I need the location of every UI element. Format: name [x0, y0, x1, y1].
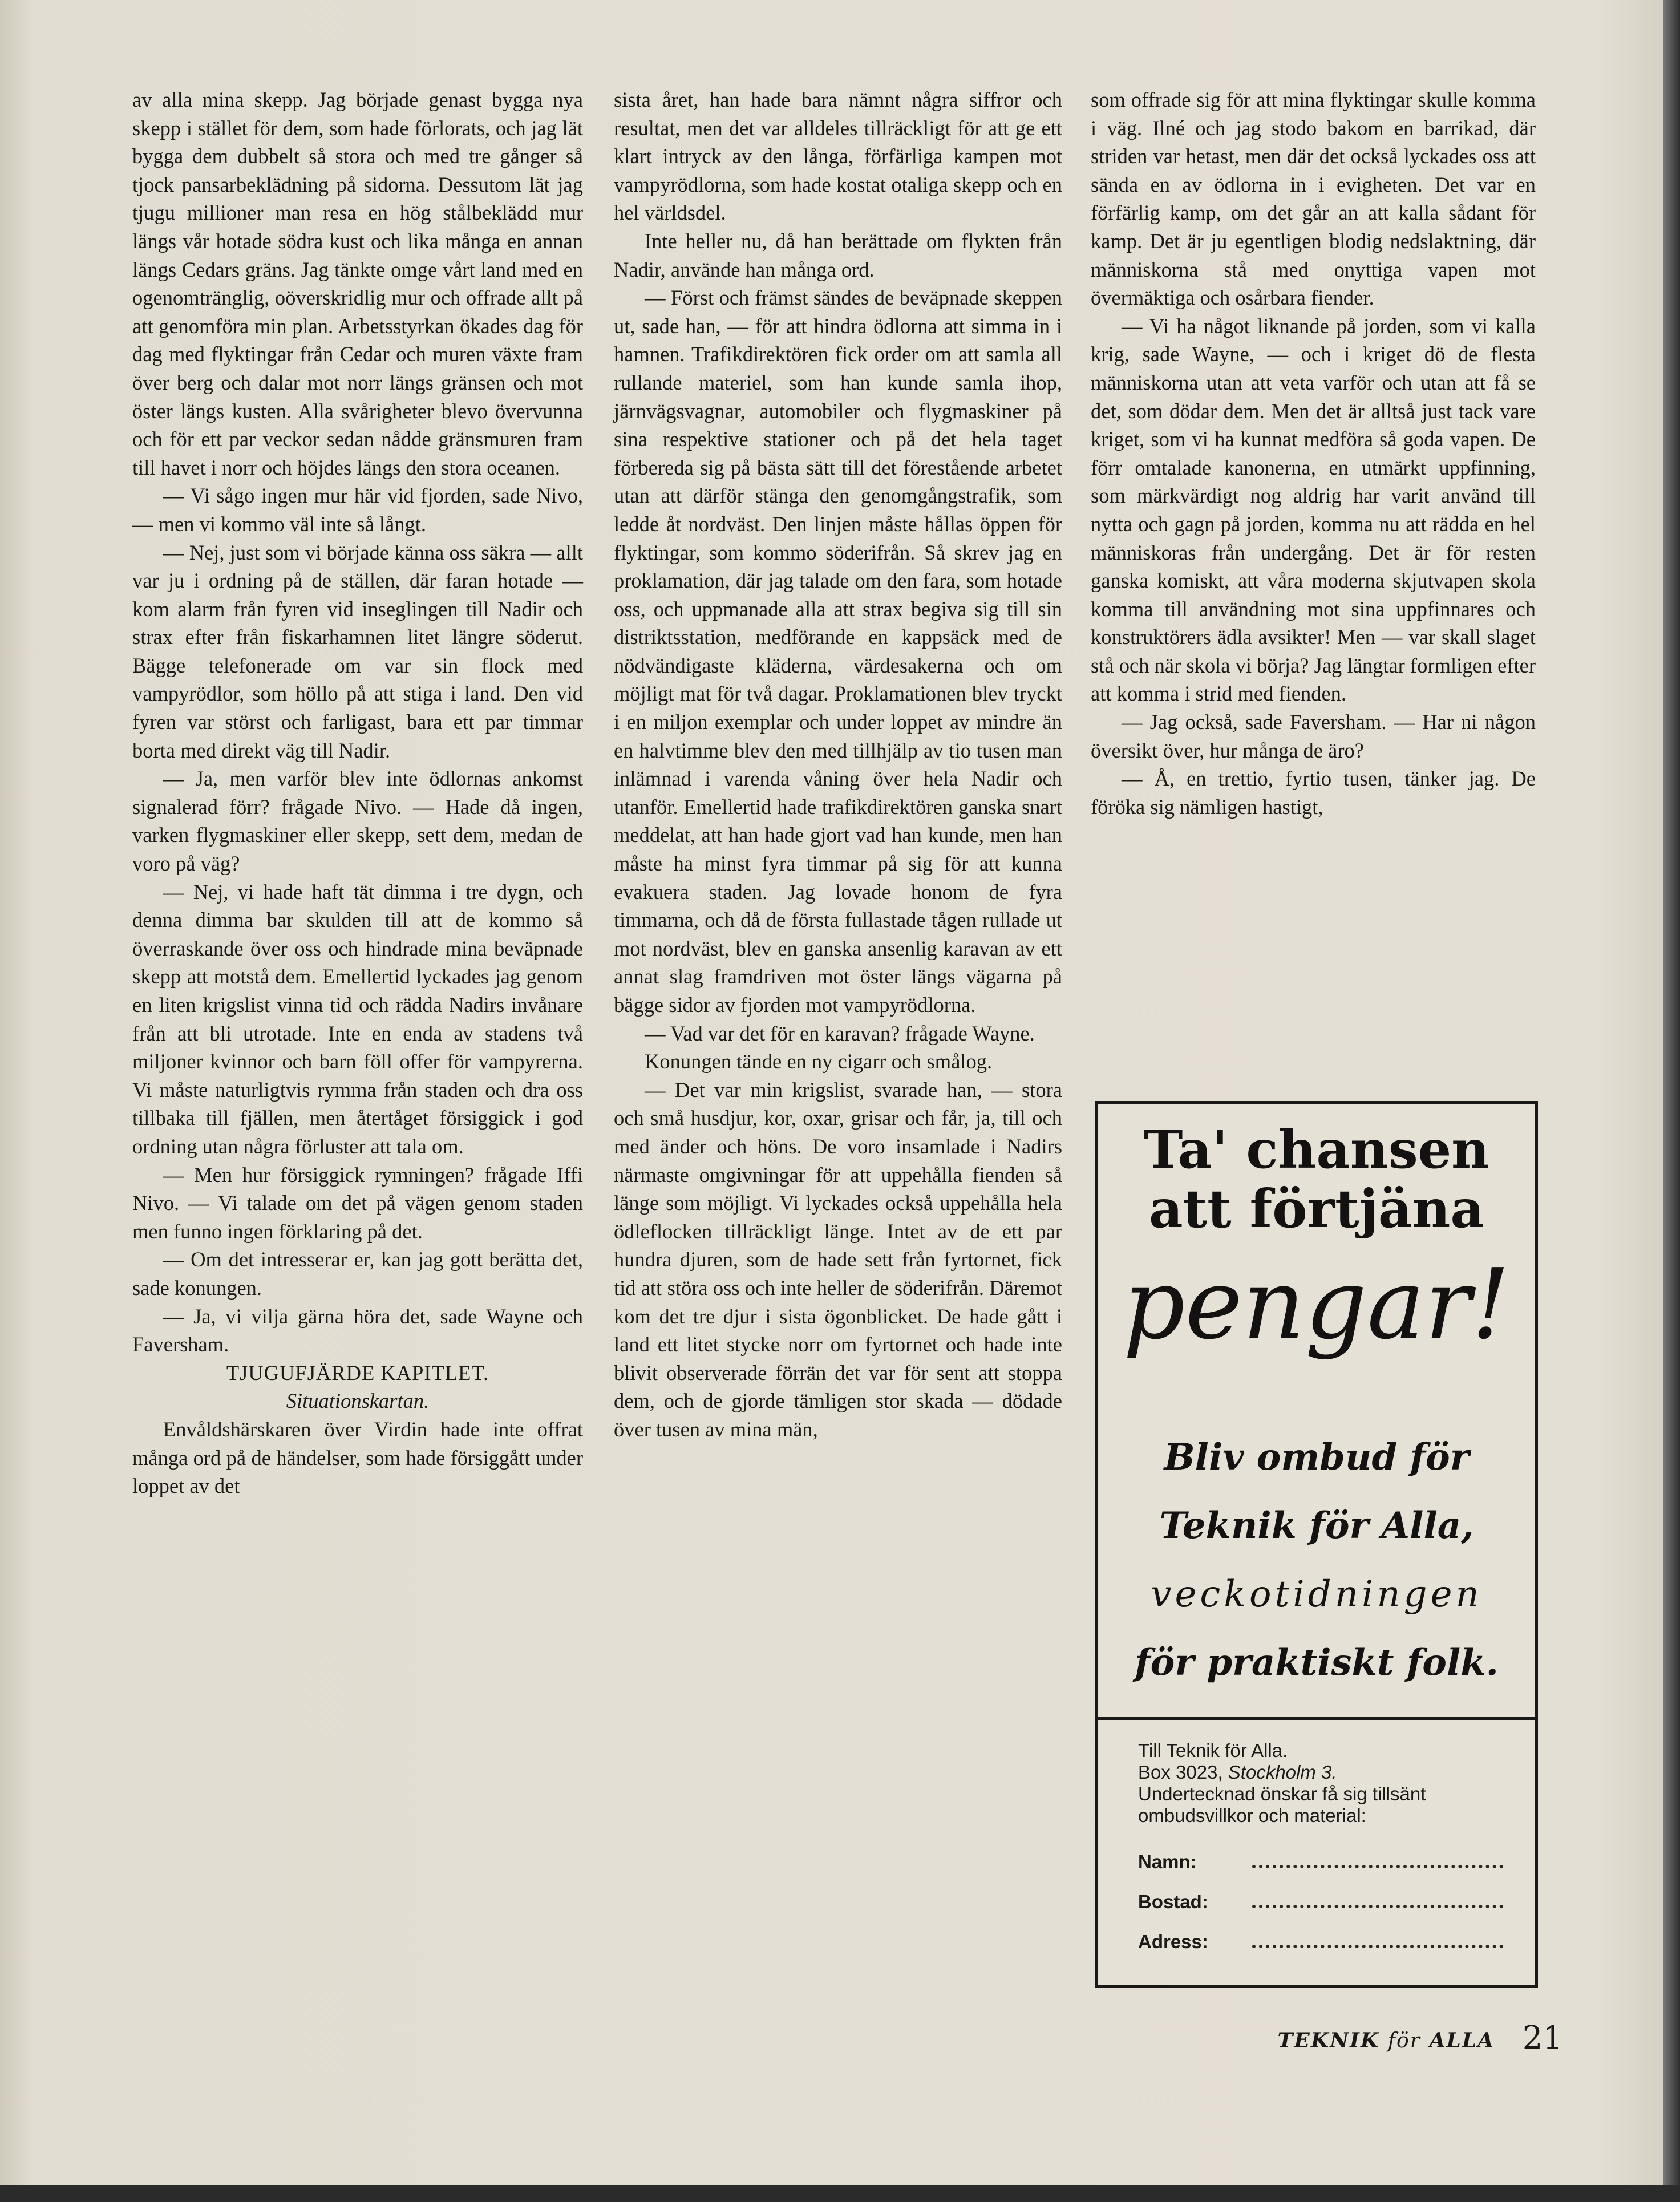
text-column-2	[614, 86, 1062, 1444]
coupon-field-dots	[1252, 1905, 1503, 1908]
ad-pitch-line: veckotidningen	[1151, 1573, 1483, 1616]
page-footer	[1249, 2019, 1563, 2059]
paragraph: — Vi sågo ingen mur här vid fjorden, sade Nivo, — men vi kommo väl inte så långt.	[132, 484, 583, 536]
ad-coupon	[1138, 1740, 1503, 1827]
paragraph: av alla mina skepp. Jag började genast bygga nya skepp i stället för dem, som hade förlorats, och jag lät bygga dem dubbelt så stora och med tre gånger så tjock pansarbeklädning på sidorna. Dessutom lät jag tjugu millioner man resa en hög stålbeklädd mur längs vår hotade södra kust och lika många en annan längs Cedars gräns. Jag tänkte omge vårt land med en ogenomtränglig, oöverskridlig mur och offrade allt på att genomföra min plan. Arbetsstyrkan ökades dag för dag med flyktingar från Cedar och muren växte fram över berg och dalar mot norr längs gränsen och mot öster längs kusten. Alla svårigheter blevo övervunna och för ett par veckor sedan nådde gränsmuren fram till havet i norr och höjdes längs den stora oceanen.	[132, 88, 583, 479]
magazine-name-part: för	[1387, 2029, 1421, 2053]
chapter-title: TJUGUFJÄRDE KAPITLET.	[226, 1361, 489, 1385]
page-edge-shadow	[1663, 0, 1680, 2202]
paragraph: som offrade sig för att mina flyktingar skulle komma i väg. Ilné och jag stodo bakom en barrikad, där striden var hetast, men där det också lyckades oss att sända en av ödlorna in i evigheten. Det var en förfärlig kamp, om det går an att kalla sådant för kamp. Det är ju egentligen blodig nedslaktning, där människorna stå med onyttiga vapen mot övermäktiga och osårbara fiender.	[1091, 88, 1536, 310]
advertisement-box	[1095, 1101, 1538, 1988]
coupon-field-residence[interactable]	[1138, 1891, 1503, 1913]
paragraph: Inte heller nu, då han berättade om flykten från Nadir, använde han många ord.	[614, 229, 1062, 281]
coupon-field-address[interactable]	[1138, 1931, 1503, 1953]
ad-script-text: pengar!	[1123, 1248, 1511, 1361]
ad-divider	[1098, 1717, 1535, 1720]
page-number: 21	[1522, 2019, 1563, 2057]
ad-script-word	[1098, 1241, 1535, 1383]
paragraph: — Det var min krigslist, svarade han, — stora och små husdjur, kor, oxar, grisar och får, ja, till och med änder och höns. De voro insamlade i Nadirs närmaste omgivningar för att uppehålla fienden så länge som möjligt. Vi lyckades också uppehålla hela ödleflocken tillräckligt länge. Intet av de ett par hundra djuren, som de hade sett från fyrtornet, fick tid att störa oss och inte heller de söderifrån. Däremot kom det tre djur i sista ögonblicket. De hade gått i land ett litet stycke norr om fyrtornet och hade inte blivit observerade förrän det var för sent att stoppa dem, och de gjorde tämligen stor skada — dödade över tusen av mina män,	[614, 1078, 1062, 1441]
magazine-name	[1278, 2029, 1495, 2053]
text-column-3	[1091, 86, 1536, 821]
coupon-city: Stockholm 3.	[1228, 1762, 1337, 1783]
ad-headline-line: Ta' chansen	[1143, 1119, 1490, 1180]
chapter-subtitle: Situationskartan.	[286, 1389, 430, 1413]
paragraph: — Nej, vi hade haft tät dimma i tre dygn, och denna dimma bar skulden till att de kommo så överraskande över oss och hindrade mina beväpnade skepp att motstå dem. Emellertid lyckades jag genom en liten krigslist vinna tid och rädda Nadirs invånare från att bli utrotade. Inte en enda av stadens två miljoner kvinnor och barn föll offer för vampyrerna. Vi måste naturligtvis rymma från staden och dra oss tillbaka till fjällen, men återtåget försiggick i god ordning utan några förluster att tala om.	[132, 880, 583, 1158]
magazine-name-part: ALLA	[1429, 2029, 1495, 2053]
paragraph: — Ja, men varför blev inte ödlornas ankomst signalerad förr? frågade Nivo. — Hade då ingen, varken flygmaskiner eller skepp, sett dem, medan de voro på väg?	[132, 767, 583, 876]
coupon-field-label: Bostad:	[1138, 1891, 1208, 1912]
paragraph: Konungen tände en ny cigarr och smålog.	[645, 1050, 993, 1074]
paragraph: — Vi ha något liknande på jorden, som vi kalla krig, sade Wayne, — och i kriget dö de flesta människorna utan att veta varför och utan att få se det, som dödar dem. Men det är alltså just tack vare kriget, som vi ha kunnat medföra så goda vapen. De förr omtalade kanonerna, en utmärkt uppfinning, som märkvärdigt nog aldrig har varit använd till nytta och gagn på jorden, komma nu att rädda en hel människoras från undergång. Det är för resten ganska komiskt, att våra moderna skjutvapen skola komma till användning mot sina uppfinnares och konstruktörers ädla avsikter! Men — var skall slaget stå och när skola vi börja? Jag längtar formligen efter att komma i strid med fienden.	[1091, 314, 1536, 706]
coupon-field-label: Adress:	[1138, 1931, 1208, 1952]
magazine-name-part: TEKNIK	[1277, 2029, 1380, 2053]
coupon-recipient: Till Teknik för Alla.	[1138, 1740, 1288, 1761]
paragraph: — Jag också, sade Faversham. — Har ni någon översikt över, hur många de äro?	[1091, 710, 1536, 762]
coupon-field-dots	[1252, 1945, 1503, 1948]
paragraph: — Men hur försiggick rymningen? frågade Iffi Nivo. — Vi talade om det på vägen genom staden men funno ingen förklaring på det.	[132, 1163, 583, 1243]
ad-headline-line: att förtjäna	[1149, 1178, 1484, 1240]
coupon-field-name[interactable]	[1138, 1851, 1503, 1873]
ad-pitch-line: för praktiskt folk.	[1135, 1641, 1499, 1684]
paragraph: — Om det intresserar er, kan jag gott berätta det, sade konungen.	[132, 1248, 583, 1300]
page-edge-shadow	[0, 2185, 1680, 2202]
paragraph: — Vad var det för en karavan? frågade Wayne.	[645, 1021, 1035, 1045]
ad-pitch-line: Teknik för Alla,	[1159, 1504, 1474, 1547]
paragraph: — Å, en trettio, fyrtio tusen, tänker jag. De föröka sig nämligen hastigt,	[1091, 767, 1536, 819]
coupon-field-dots	[1252, 1865, 1503, 1868]
paragraph: Envåldshärskaren över Virdin hade inte offrat många ord på de händelser, som hade försiggått under loppet av det	[132, 1417, 583, 1498]
ad-headline	[1098, 1120, 1535, 1238]
paragraph: — Först och främst sändes de beväpnade skeppen ut, sade han, — för att hindra ödlorna att simma in i hamnen. Trafikdirektören fick order om att samla all rullande materiel, som han kunde samla ihop, järnvägsvagnar, automobiler och flygmaskiner på sina respektive stationer och på det hela taget förbereda sig på bästa sätt till det förestående arbetet utan att därför stänga den genomgångstrafik, som ledde åt nordväst. Den linjen måste hållas öppen för flyktingar, som kommo söderifrån. Så skrev jag en proklamation, där jag talade om den fara, som hotade oss, och uppmanade alla att strax begiva sig till sin distriktsstation, medförande en kappsäck med de nödvändigaste kläderna, värdesakerna och om möjligt mat för två dagar. Proklamationen blev tryckt i en miljon exemplar och under loppet av mindre än en halvtimme blev den med tillhjälp av tio tusen man inlämnad i varenda våning över hela Nadir och utanför. Emellertid hade trafikdirektören ganska snart meddelat, att han hade gjort vad han kunde, men han måste ha minst fyra timmar på sig för att kunna evakuera staden. Jag lovade honom de fyra timmarna, och då de första fullastade tågen rullade ut mot nordväst, blev en ganska ansenlig karavan av ett annat slag framdriven mot öster längs vägarna på bägge sidor av fjorden mot vampyrödlorna.	[614, 286, 1062, 1017]
coupon-box: Box 3023,	[1138, 1762, 1223, 1783]
text-column-1	[132, 86, 583, 1500]
ad-pitch	[1098, 1423, 1535, 1697]
paragraph: sista året, han hade bara nämnt några siffror och resultat, men det var alldeles tillräckligt för att ge ett klart intryck av den långa, förfärliga kampen mot vampyrödlorna, som hade kostat otaliga skepp och en hel världsdel.	[614, 88, 1062, 225]
coupon-box-line	[1138, 1762, 1503, 1783]
coupon-request-text: Undertecknad önskar få sig tillsänt ombudsvillkor och material:	[1138, 1783, 1426, 1826]
paragraph: — Nej, just som vi började känna oss säkra — allt var ju i ordning på de ställen, där faran hotade — kom alarm från fyren vid inseglingen till Nadir och strax efter från fiskarhamnen litet längre söderut. Bägge telefonerade om var sin flock med vampyrödlor, som höllo på att stiga i land. Den vid fyren var störst och farligast, bara ett par timmar borta med direkt väg till Nadir.	[132, 540, 583, 762]
ad-pitch-line: Bliv ombud för	[1164, 1436, 1470, 1479]
paragraph: — Ja, vi vilja gärna höra det, sade Wayne och Faversham.	[132, 1304, 583, 1357]
coupon-field-label: Namn:	[1138, 1851, 1197, 1872]
